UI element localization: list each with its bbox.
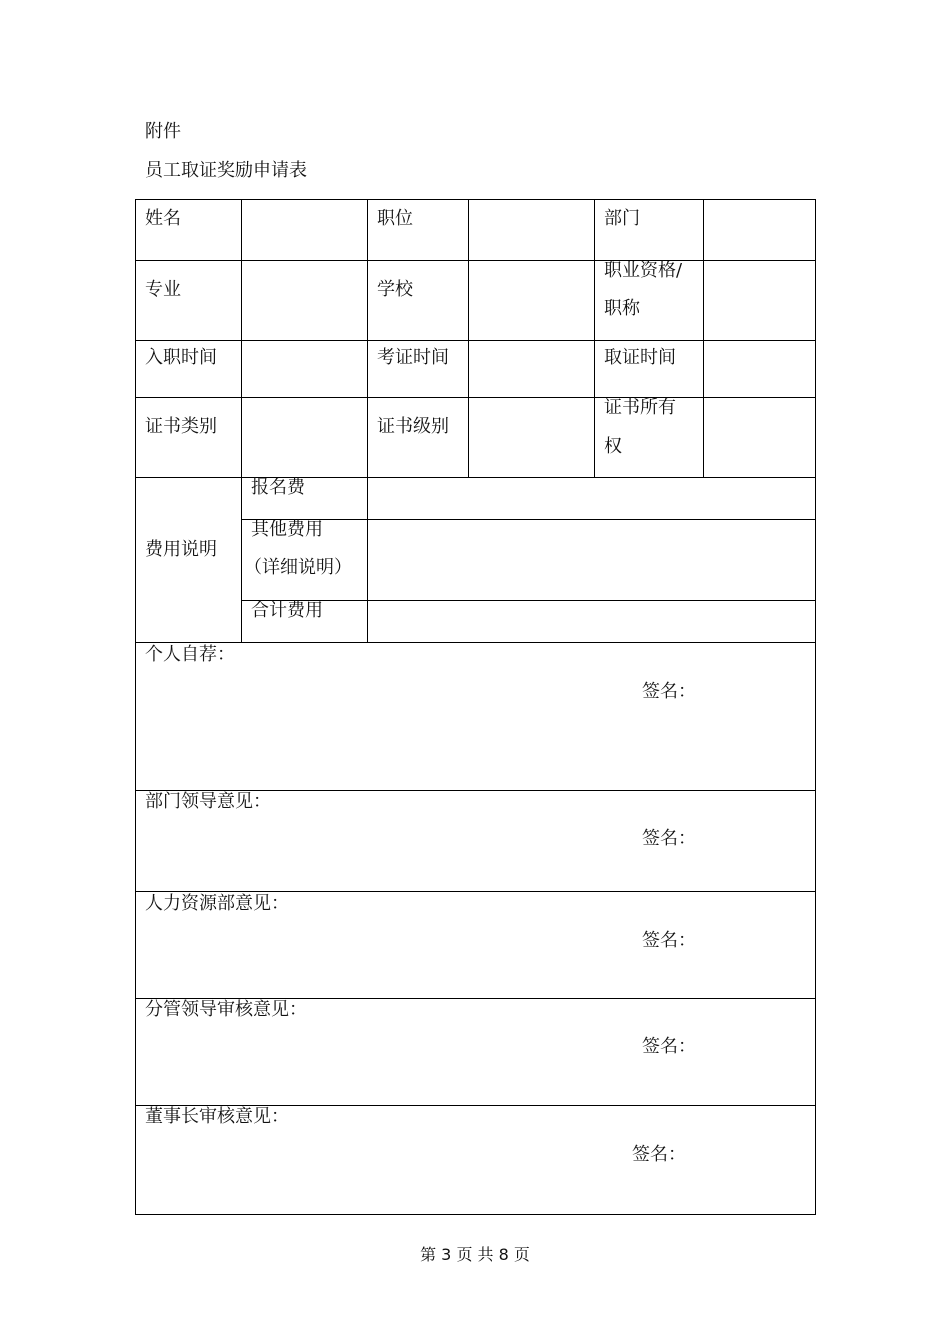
table-line bbox=[135, 477, 816, 478]
signature-label: 签名： bbox=[642, 828, 696, 849]
dept-leader-opinion-label: 部门领导意见： bbox=[145, 791, 271, 812]
table-line bbox=[367, 199, 368, 642]
school-label: 学校 bbox=[377, 279, 413, 300]
table-border-top bbox=[135, 199, 816, 200]
qualification-label: 职业资格/ bbox=[604, 260, 683, 281]
fee-label: 费用说明 bbox=[145, 539, 217, 560]
self-recommend-label: 个人自荐： bbox=[145, 644, 235, 665]
hr-opinion-label: 人力资源部意见： bbox=[145, 893, 289, 914]
table-line bbox=[135, 891, 816, 892]
signature-label: 签名： bbox=[642, 930, 696, 951]
signature-label: 签名： bbox=[632, 1144, 686, 1165]
hire-date-label: 入职时间 bbox=[145, 347, 217, 368]
table-border-bottom bbox=[135, 1214, 816, 1215]
table-line bbox=[594, 199, 595, 477]
table-line bbox=[468, 199, 469, 477]
table-border-left bbox=[135, 199, 136, 1215]
signature-label: 签名： bbox=[642, 681, 696, 702]
cert-level-label: 证书级别 bbox=[377, 416, 449, 437]
table-line bbox=[703, 199, 704, 477]
table-line bbox=[241, 519, 816, 520]
qualification-label-cont: 职称 bbox=[604, 298, 640, 319]
cert-type-label: 证书类别 bbox=[145, 416, 217, 437]
name-label: 姓名 bbox=[145, 208, 181, 229]
table-line bbox=[135, 642, 816, 643]
exam-date-label: 考证时间 bbox=[377, 347, 449, 368]
other-fee-label-cont: （详细说明） bbox=[244, 557, 352, 578]
chairman-opinion-label: 董事长审核意见： bbox=[145, 1106, 289, 1127]
page-number: 第 3 页 共 8 页 bbox=[420, 1245, 530, 1264]
registration-fee-label: 报名费 bbox=[251, 477, 305, 498]
table-line bbox=[241, 600, 816, 601]
major-label: 专业 bbox=[145, 279, 181, 300]
ownership-label-cont: 权 bbox=[604, 436, 622, 457]
table-line bbox=[135, 397, 816, 398]
supervisor-opinion-label: 分管领导审核意见： bbox=[145, 999, 307, 1020]
signature-label: 签名： bbox=[642, 1036, 696, 1057]
position-label: 职位 bbox=[377, 208, 413, 229]
table-border-right bbox=[815, 199, 816, 1215]
total-fee-label: 合计费用 bbox=[251, 600, 323, 621]
other-fee-label: 其他费用 bbox=[251, 519, 323, 540]
table-line bbox=[135, 260, 816, 261]
table-line bbox=[241, 199, 242, 642]
table-line bbox=[135, 340, 816, 341]
department-label: 部门 bbox=[604, 208, 640, 229]
attachment-label: 附件 bbox=[145, 121, 181, 142]
ownership-label: 证书所有 bbox=[604, 397, 676, 418]
cert-date-label: 取证时间 bbox=[604, 347, 676, 368]
form-title: 员工取证奖励申请表 bbox=[145, 160, 307, 181]
